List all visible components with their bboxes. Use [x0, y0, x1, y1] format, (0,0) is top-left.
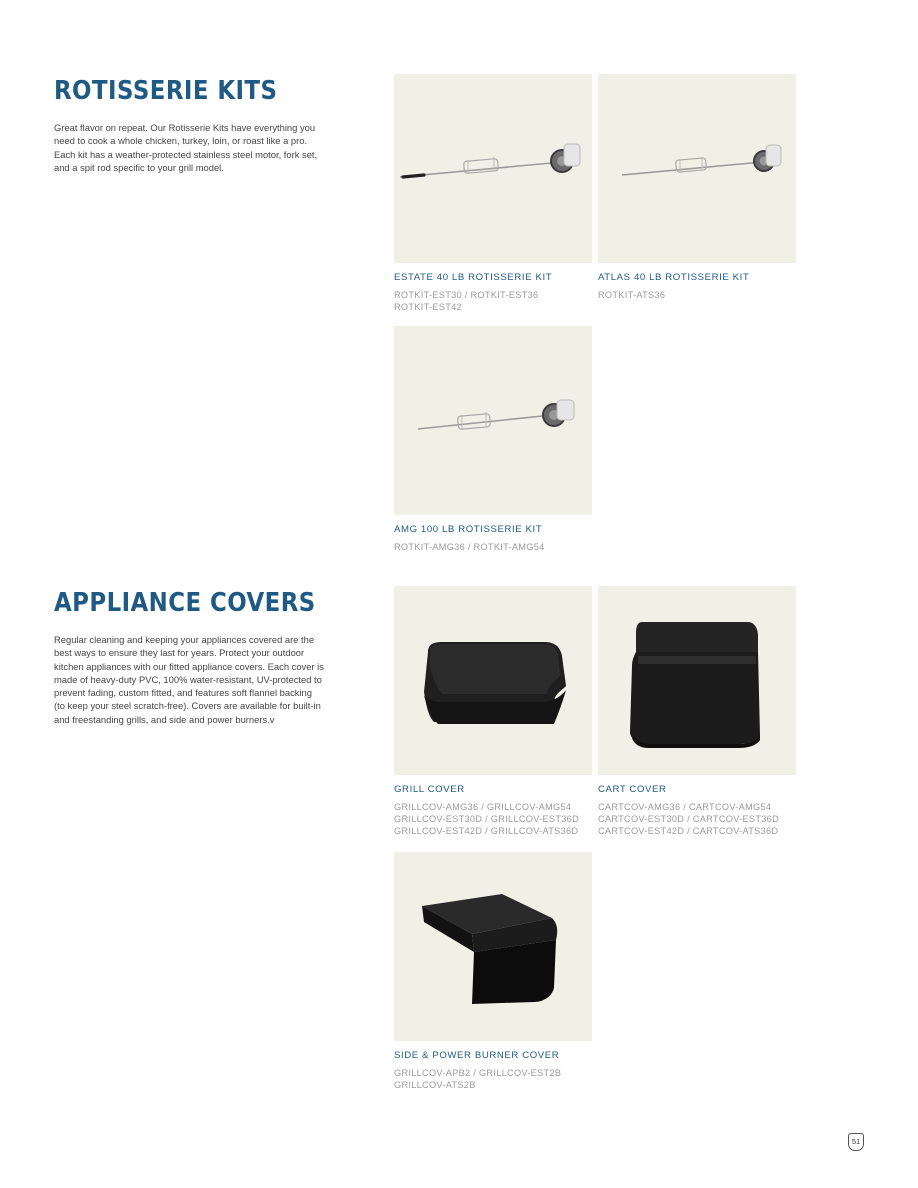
rotisserie-kit-icon: [598, 74, 796, 263]
product-name: SIDE & POWER BURNER COVER: [394, 1050, 560, 1061]
product-code-line: CARTCOV-EST42D / CARTCOV-ATS36D: [598, 826, 779, 836]
product-codes: [598, 801, 796, 837]
product-name: ATLAS 40 LB ROTISSERIE KIT: [598, 272, 750, 283]
product-code-line: GRILLCOV-AMG36 / GRILLCOV-AMG54: [394, 802, 572, 812]
product-image: [394, 326, 592, 515]
section-title-rotisserie-kits: ROTISSERIE KITS: [54, 76, 278, 106]
product-name: ESTATE 40 LB ROTISSERIE KIT: [394, 272, 553, 283]
product-code-line: ROTKIT-EST42: [394, 302, 462, 312]
product-card-cart-cover[interactable]: [598, 586, 796, 837]
product-name: CART COVER: [598, 784, 667, 795]
product-card-amg-rotisserie[interactable]: [394, 326, 592, 553]
product-codes: [394, 801, 592, 837]
page-number-badge: 51: [848, 1133, 864, 1151]
product-code-line: CARTCOV-AMG36 / CARTCOV-AMG54: [598, 802, 772, 812]
product-code-line: GRILLCOV-ATS2B: [394, 1080, 476, 1090]
product-code-line: ROTKIT-ATS36: [598, 290, 666, 300]
product-code-line: GRILLCOV-EST30D / GRILLCOV-EST36D: [394, 814, 580, 824]
product-name: GRILL COVER: [394, 784, 465, 795]
product-code-line: GRILLCOV-EST42D / GRILLCOV-ATS36D: [394, 826, 579, 836]
product-name: AMG 100 LB ROTISSERIE KIT: [394, 524, 543, 535]
product-code-line: CARTCOV-EST30D / CARTCOV-EST36D: [598, 814, 780, 824]
burner-cover-icon: [394, 852, 592, 1041]
section-description-appliance-covers: Regular cleaning and keeping your appliances covered are the best ways to ensure they last for years. Protect your outdoor kitchen appliances with our fitted appliance covers. Each cover is made of heavy-duty PVC, 100% water-resistant, UV-protected to prevent fading, custom fitted, and features soft flannel backing (to keep your steel scratch-free). Covers are available for built-in and freestanding grills, and side and power burners.v: [54, 634, 324, 725]
product-codes: [394, 1067, 592, 1091]
product-image: [598, 586, 796, 775]
product-code-line: GRILLCOV-APB2 / GRILLCOV-EST2B: [394, 1068, 562, 1078]
product-codes: [394, 541, 592, 553]
rotisserie-kit-icon: [394, 326, 592, 515]
product-card-burner-cover[interactable]: [394, 852, 592, 1091]
product-image: [394, 586, 592, 775]
rotisserie-kit-icon: [394, 74, 592, 263]
section-description-rotisserie-kits: Great flavor on repeat. Our Rotisserie Kits have everything you need to cook a whole chicken, turkey, loin, or roast like a pro. Each kit has a weather-protected stainless steel motor, fork set, and a spit rod specific to your grill model.: [54, 122, 318, 173]
product-code-line: ROTKIT-AMG36 / ROTKIT-AMG54: [394, 542, 545, 552]
product-image: [598, 74, 796, 263]
product-codes: [598, 289, 796, 301]
grill-cover-icon: [394, 586, 592, 775]
product-card-grill-cover[interactable]: [394, 586, 592, 837]
product-codes: [394, 289, 592, 313]
section-title-appliance-covers: APPLIANCE COVERS: [54, 588, 316, 618]
product-image: [394, 852, 592, 1041]
product-code-line: ROTKIT-EST30 / ROTKIT-EST36: [394, 290, 539, 300]
product-card-estate-rotisserie[interactable]: [394, 74, 592, 313]
product-image: [394, 74, 592, 263]
cart-cover-icon: [598, 586, 796, 775]
product-card-atlas-rotisserie[interactable]: [598, 74, 796, 301]
